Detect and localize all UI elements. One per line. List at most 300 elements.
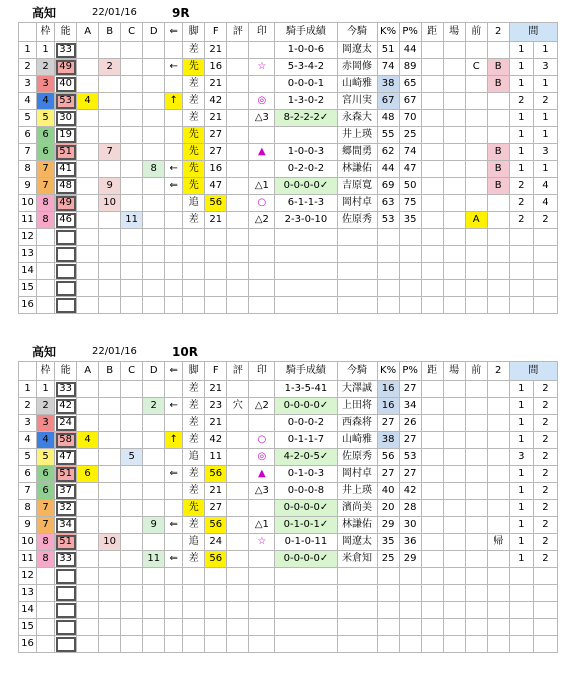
table-header-row <box>19 23 558 42</box>
cell-b <box>99 280 121 297</box>
cell-b <box>99 93 121 110</box>
cell-ba <box>443 280 465 297</box>
cell-waku: 1 <box>37 42 55 59</box>
cell-ppct <box>399 585 421 602</box>
cell-mae <box>465 568 487 585</box>
cell-kyori <box>421 229 443 246</box>
cell-mae <box>465 42 487 59</box>
cell-noh: 19 <box>55 127 77 144</box>
cell-arrow <box>165 195 183 212</box>
cell-no: 1 <box>19 381 37 398</box>
cell-b: 9 <box>99 178 121 195</box>
race-table-9r <box>18 22 558 314</box>
cell-d <box>143 568 165 585</box>
cell-noh: 33 <box>55 42 77 59</box>
cell-kan1: 1 <box>509 144 533 161</box>
cell-waku <box>37 263 55 280</box>
cell-kyori <box>421 263 443 280</box>
cell-c: 11 <box>121 212 143 229</box>
cell-waku: 6 <box>37 144 55 161</box>
cell-kyori <box>421 127 443 144</box>
race-header-10r <box>32 345 272 359</box>
cell-rec <box>275 619 337 636</box>
table-row <box>19 59 558 76</box>
cell-ni <box>487 432 509 449</box>
cell-ni <box>487 449 509 466</box>
cell-kyori <box>421 500 443 517</box>
cell-hyo <box>227 381 249 398</box>
cell-today <box>337 263 377 280</box>
header-kpct: K% <box>377 362 399 381</box>
cell-ppct <box>399 602 421 619</box>
cell-d <box>143 415 165 432</box>
cell-c <box>121 398 143 415</box>
cell-kan1: 2 <box>509 195 533 212</box>
table-row <box>19 551 558 568</box>
cell-ni <box>487 195 509 212</box>
cell-arrow: ← <box>165 398 183 415</box>
cell-no: 3 <box>19 76 37 93</box>
cell-kan1: 1 <box>509 127 533 144</box>
cell-b <box>99 636 121 653</box>
race-number: 9R <box>172 6 190 20</box>
header-a: A <box>77 362 99 381</box>
cell-rec <box>275 636 337 653</box>
cell-b: 10 <box>99 534 121 551</box>
cell-d <box>143 42 165 59</box>
cell-kan1: 1 <box>509 500 533 517</box>
header-f: F <box>205 362 227 381</box>
table-row <box>19 517 558 534</box>
table-row <box>19 483 558 500</box>
cell-b <box>99 432 121 449</box>
cell-f: 42 <box>205 93 227 110</box>
cell-no: 9 <box>19 517 37 534</box>
cell-kpct: 38 <box>377 76 399 93</box>
cell-kyori <box>421 144 443 161</box>
cell-c <box>121 568 143 585</box>
cell-no: 15 <box>19 280 37 297</box>
cell-d <box>143 432 165 449</box>
cell-kan2: 3 <box>533 59 557 76</box>
cell-hyo <box>227 59 249 76</box>
cell-in: △3 <box>249 483 275 500</box>
cell-d <box>143 534 165 551</box>
cell-f: 21 <box>205 110 227 127</box>
cell-kpct: 51 <box>377 42 399 59</box>
cell-kyaku <box>183 229 205 246</box>
cell-b <box>99 568 121 585</box>
cell-b <box>99 517 121 534</box>
cell-kpct <box>377 280 399 297</box>
cell-f: 21 <box>205 415 227 432</box>
cell-waku: 7 <box>37 178 55 195</box>
cell-arrow <box>165 500 183 517</box>
cell-ba <box>443 381 465 398</box>
header-ppct: P% <box>399 362 421 381</box>
cell-no: 2 <box>19 398 37 415</box>
cell-c <box>121 59 143 76</box>
cell-kyori <box>421 449 443 466</box>
cell-mae <box>465 144 487 161</box>
cell-ba <box>443 110 465 127</box>
cell-c <box>121 415 143 432</box>
cell-today: 岡村卓 <box>337 195 377 212</box>
cell-in: ☆ <box>249 534 275 551</box>
cell-kyaku <box>183 636 205 653</box>
cell-rec: 4-2-0-5✓ <box>275 449 337 466</box>
cell-noh: 48 <box>55 178 77 195</box>
cell-c <box>121 432 143 449</box>
cell-f: 11 <box>205 449 227 466</box>
cell-hyo <box>227 551 249 568</box>
table-row <box>19 76 558 93</box>
cell-no: 10 <box>19 195 37 212</box>
cell-mae <box>465 449 487 466</box>
race-table-10r <box>18 361 558 653</box>
cell-in <box>249 500 275 517</box>
cell-kyori <box>421 212 443 229</box>
cell-kyori <box>421 178 443 195</box>
cell-kyori <box>421 246 443 263</box>
cell-f: 27 <box>205 144 227 161</box>
table-row <box>19 534 558 551</box>
header-blank <box>19 362 37 381</box>
cell-rec: 0-0-0-0✓ <box>275 398 337 415</box>
cell-kpct: 67 <box>377 93 399 110</box>
cell-kyaku: 差 <box>183 517 205 534</box>
cell-c <box>121 466 143 483</box>
cell-hyo <box>227 110 249 127</box>
cell-noh: 51 <box>55 534 77 551</box>
cell-arrow <box>165 602 183 619</box>
cell-kyaku: 先 <box>183 144 205 161</box>
cell-ba <box>443 432 465 449</box>
cell-kan2: 1 <box>533 42 557 59</box>
cell-kan1: 1 <box>509 415 533 432</box>
table-row <box>19 432 558 449</box>
cell-arrow <box>165 76 183 93</box>
cell-kyaku <box>183 280 205 297</box>
header-today: 今騎 <box>337 362 377 381</box>
cell-a <box>77 449 99 466</box>
cell-mae <box>465 551 487 568</box>
cell-hyo <box>227 585 249 602</box>
cell-arrow <box>165 534 183 551</box>
header-hyo: 評 <box>227 23 249 42</box>
cell-a <box>77 551 99 568</box>
cell-hyo <box>227 195 249 212</box>
cell-kan1 <box>509 602 533 619</box>
cell-today: 大澤誠 <box>337 381 377 398</box>
cell-a <box>77 246 99 263</box>
cell-ba <box>443 195 465 212</box>
cell-waku: 8 <box>37 212 55 229</box>
cell-waku: 4 <box>37 93 55 110</box>
table-row <box>19 110 558 127</box>
cell-ppct: 28 <box>399 500 421 517</box>
table-row <box>19 195 558 212</box>
cell-hyo <box>227 534 249 551</box>
cell-kan1: 1 <box>509 398 533 415</box>
cell-ppct <box>399 229 421 246</box>
cell-ba <box>443 178 465 195</box>
cell-noh: 42 <box>55 398 77 415</box>
cell-f <box>205 263 227 280</box>
cell-a <box>77 568 99 585</box>
cell-f: 27 <box>205 500 227 517</box>
table-row <box>19 161 558 178</box>
cell-kpct: 55 <box>377 127 399 144</box>
cell-in <box>249 76 275 93</box>
cell-a <box>77 297 99 314</box>
header-d: D <box>143 23 165 42</box>
cell-kyaku <box>183 568 205 585</box>
cell-noh: 33 <box>55 551 77 568</box>
header-b: B <box>99 362 121 381</box>
cell-d <box>143 127 165 144</box>
cell-c <box>121 636 143 653</box>
cell-kpct: 74 <box>377 59 399 76</box>
cell-ppct: 65 <box>399 76 421 93</box>
cell-no: 11 <box>19 551 37 568</box>
cell-kan1 <box>509 568 533 585</box>
table-row <box>19 568 558 585</box>
table-row <box>19 144 558 161</box>
cell-a <box>77 381 99 398</box>
cell-ppct: 36 <box>399 534 421 551</box>
cell-ni: B <box>487 76 509 93</box>
cell-no: 11 <box>19 212 37 229</box>
cell-noh <box>55 619 77 636</box>
cell-a <box>77 636 99 653</box>
cell-mae <box>465 76 487 93</box>
cell-ppct: 35 <box>399 212 421 229</box>
table-row <box>19 585 558 602</box>
cell-ni <box>487 551 509 568</box>
cell-ppct: 42 <box>399 483 421 500</box>
cell-today: 吉原寛 <box>337 178 377 195</box>
cell-waku: 2 <box>37 59 55 76</box>
cell-c <box>121 263 143 280</box>
cell-kyori <box>421 381 443 398</box>
cell-waku: 7 <box>37 500 55 517</box>
cell-in <box>249 636 275 653</box>
cell-c <box>121 602 143 619</box>
cell-in <box>249 568 275 585</box>
cell-hyo <box>227 127 249 144</box>
cell-kan2 <box>533 585 557 602</box>
cell-noh <box>55 636 77 653</box>
cell-waku <box>37 229 55 246</box>
cell-today: 西森将 <box>337 415 377 432</box>
cell-kpct: 38 <box>377 432 399 449</box>
cell-f: 56 <box>205 517 227 534</box>
header-b: B <box>99 23 121 42</box>
cell-kan2: 2 <box>533 381 557 398</box>
cell-mae <box>465 602 487 619</box>
cell-today: 林謙佑 <box>337 161 377 178</box>
cell-c <box>121 500 143 517</box>
cell-kyaku <box>183 585 205 602</box>
cell-f: 56 <box>205 466 227 483</box>
cell-today: 林謙佑 <box>337 517 377 534</box>
cell-ni <box>487 517 509 534</box>
cell-kyaku: 追 <box>183 195 205 212</box>
cell-mae <box>465 178 487 195</box>
table-row <box>19 280 558 297</box>
cell-ni <box>487 212 509 229</box>
cell-no: 10 <box>19 534 37 551</box>
cell-today <box>337 297 377 314</box>
cell-no: 7 <box>19 144 37 161</box>
cell-kyaku <box>183 246 205 263</box>
table-row <box>19 127 558 144</box>
cell-kpct: 27 <box>377 466 399 483</box>
cell-kyaku: 差 <box>183 42 205 59</box>
header-ni: 2 <box>487 23 509 42</box>
cell-kan1: 1 <box>509 42 533 59</box>
header-noh: 能 <box>55 362 77 381</box>
cell-a <box>77 619 99 636</box>
cell-today: 佐原秀 <box>337 449 377 466</box>
cell-rec: 0-1-1-7 <box>275 432 337 449</box>
cell-b <box>99 483 121 500</box>
cell-today: 井上瑛 <box>337 127 377 144</box>
cell-waku: 6 <box>37 483 55 500</box>
cell-kyori <box>421 415 443 432</box>
cell-kan2: 2 <box>533 551 557 568</box>
cell-kan2 <box>533 297 557 314</box>
cell-kpct <box>377 585 399 602</box>
cell-arrow <box>165 246 183 263</box>
cell-arrow <box>165 144 183 161</box>
cell-b: 2 <box>99 59 121 76</box>
cell-waku: 6 <box>37 127 55 144</box>
header-mae: 前 <box>465 23 487 42</box>
cell-noh: 33 <box>55 381 77 398</box>
cell-noh: 51 <box>55 466 77 483</box>
cell-ppct: 75 <box>399 195 421 212</box>
header-f: F <box>205 23 227 42</box>
cell-d <box>143 449 165 466</box>
cell-kyori <box>421 76 443 93</box>
cell-b <box>99 110 121 127</box>
cell-c <box>121 178 143 195</box>
cell-ppct: 27 <box>399 466 421 483</box>
cell-no: 14 <box>19 263 37 280</box>
cell-ppct: 44 <box>399 42 421 59</box>
cell-ni <box>487 246 509 263</box>
cell-kan2 <box>533 568 557 585</box>
header-mae: 前 <box>465 362 487 381</box>
cell-no: 4 <box>19 93 37 110</box>
cell-kan1 <box>509 297 533 314</box>
cell-hyo <box>227 500 249 517</box>
cell-today: 赤岡修 <box>337 59 377 76</box>
cell-rec: 5-3-4-2 <box>275 59 337 76</box>
cell-mae <box>465 432 487 449</box>
cell-rec <box>275 297 337 314</box>
cell-d: 8 <box>143 161 165 178</box>
cell-a <box>77 144 99 161</box>
cell-kpct: 63 <box>377 195 399 212</box>
cell-kyori <box>421 93 443 110</box>
cell-d <box>143 500 165 517</box>
cell-no: 1 <box>19 42 37 59</box>
cell-kyaku: 差 <box>183 76 205 93</box>
cell-f <box>205 246 227 263</box>
cell-kpct: 44 <box>377 161 399 178</box>
cell-d <box>143 280 165 297</box>
header-arrow: ⇐ <box>165 362 183 381</box>
cell-arrow <box>165 568 183 585</box>
cell-f <box>205 297 227 314</box>
cell-kan1: 1 <box>509 432 533 449</box>
cell-waku <box>37 568 55 585</box>
cell-kan1 <box>509 585 533 602</box>
cell-in <box>249 602 275 619</box>
cell-arrow <box>165 110 183 127</box>
cell-no: 7 <box>19 483 37 500</box>
race-date: 22/01/16 <box>92 7 137 18</box>
cell-no: 16 <box>19 636 37 653</box>
cell-b <box>99 398 121 415</box>
cell-noh <box>55 229 77 246</box>
header-d: D <box>143 362 165 381</box>
cell-kpct <box>377 619 399 636</box>
cell-today: 上田将 <box>337 398 377 415</box>
cell-rec <box>275 246 337 263</box>
cell-noh: 58 <box>55 432 77 449</box>
cell-rec <box>275 280 337 297</box>
table-row <box>19 93 558 110</box>
cell-arrow <box>165 619 183 636</box>
cell-in: △1 <box>249 517 275 534</box>
cell-waku <box>37 619 55 636</box>
cell-c <box>121 76 143 93</box>
cell-kan1: 1 <box>509 161 533 178</box>
cell-hyo <box>227 568 249 585</box>
cell-ba <box>443 246 465 263</box>
cell-in <box>249 585 275 602</box>
cell-a <box>77 585 99 602</box>
cell-kyori <box>421 534 443 551</box>
cell-mae <box>465 280 487 297</box>
table-row <box>19 619 558 636</box>
cell-noh: 41 <box>55 161 77 178</box>
cell-in: ▲ <box>249 144 275 161</box>
cell-ba <box>443 415 465 432</box>
cell-arrow <box>165 449 183 466</box>
table-row <box>19 500 558 517</box>
cell-kpct: 16 <box>377 381 399 398</box>
cell-no: 16 <box>19 297 37 314</box>
cell-a <box>77 195 99 212</box>
cell-a <box>77 500 99 517</box>
cell-a <box>77 602 99 619</box>
cell-kyaku: 差 <box>183 110 205 127</box>
cell-ppct: 67 <box>399 93 421 110</box>
cell-kyaku: 差 <box>183 212 205 229</box>
cell-hyo <box>227 466 249 483</box>
cell-ni <box>487 42 509 59</box>
cell-c <box>121 246 143 263</box>
cell-waku: 1 <box>37 381 55 398</box>
cell-kan1: 3 <box>509 449 533 466</box>
cell-hyo <box>227 212 249 229</box>
cell-f: 23 <box>205 398 227 415</box>
